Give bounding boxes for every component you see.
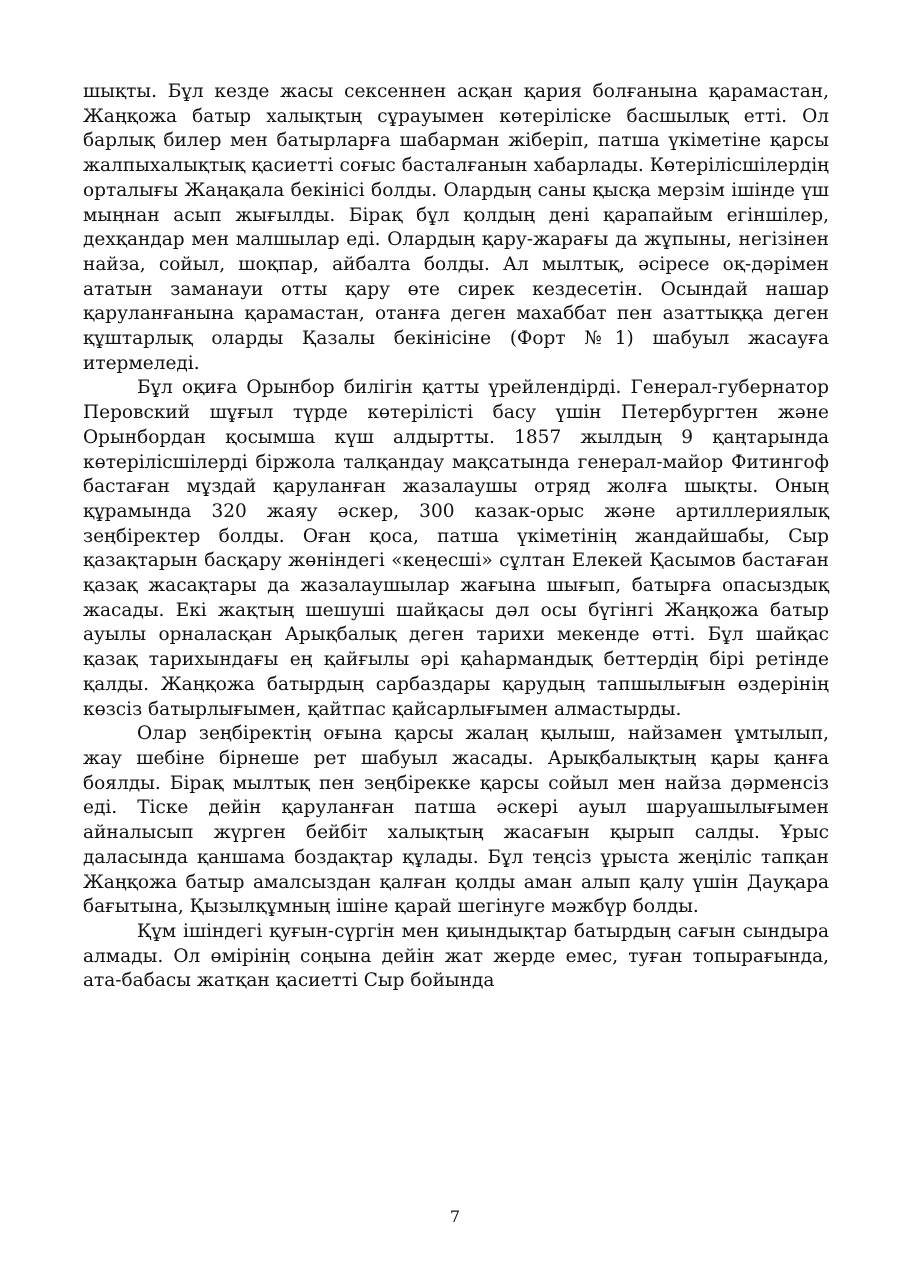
paragraph-3: Олар зеңбіректің оғына қарсы жалаң қылыш, найзамен ұмтылып, жау шебіне бірнеше рет шабуыл жасады. Арықбалықтың қары қанға боялды. Бірақ мылтық пен зеңбірекке қарсы сойыл мен найза дәрменсіз еді. Тіске дейін қаруланған патша әскері ауыл шаруашылығымен айналысып жүрген бейбіт халықтың жасағын қырып салды. Ұрыс даласында қаншама боздақтар құлады. Бұл теңсіз ұрыста жеңіліс тапқан Жаңқожа батыр амалсыздан қалған қолды аман алып қалу үшін Дауқара бағытына, Қызылқұмның ішіне қарай шегінуге мәжбүр болды. xyxy=(83,723,829,918)
paragraph-1: шықты. Бұл кезде жасы сексеннен асқан қария болғанына қарамастан, Жаңқожа батыр халықтың сұрауымен көтеріліске басшылық етті. Ол барлық билер мен батырларға шабарман жіберіп, патша үкіметіне қарсы жалпыхалықтық қасиетті соғыс басталғанын хабарлады. Көтерілісшілердің орталығы Жаңақала бекінісі болды. Олардың саны қысқа мерзім ішінде үш мыңнан асып жығылды. Бірақ бұл қолдың дені қарапайым егіншілер, дехқандар мен малшылар еді. Олардың қару-жарағы да жұпыны, негізінен найза, сойыл, шоқпар, айбалта болды. Ал мылтық, әсіресе оқ-дәрімен ататын заманауи отты қару өте сирек кездесетін. Осындай нашар қаруланғанына қарамастан, отанға деген махаббат пен азаттыққа деген құштарлық оларды Қазалы бекінісіне (Форт №1) шабуыл жасауға итермеледі. xyxy=(83,81,829,374)
page-number: 7 xyxy=(449,1207,461,1226)
paragraph-2: Бұл оқиға Орынбор билігін қатты үрейлендірді. Генерал-губернатор Перовский шұғыл түрде көтерілісті басу үшін Петербургтен және Орынбордан қосымша күш алдыртты. 1857 жылдың 9 қаңтарында көтерілісшілерді біржола талқандау мақсатында генерал-майор Фитингоф бастаған мұздай қаруланған жазалаушы отряд жолға шықты. Оның құрамында 320 жаяу әскер, 300 казак-орыс және артиллериялық зеңбіректер болды. Оған қоса, патша үкіметінің жандайшабы, Сыр қазақтарын басқару жөніндегі «кеңесші» сұлтан Елекей Қасымов бастаған қазақ жасақтары да жазалаушылар жағына шығып, батырға опасыздық жасады. Екі жақтың шешуші шайқасы дәл осы бүгінгі Жаңқожа батыр ауылы орналасқан Арықбалық деген тарихи мекенде өтті. Бұл шайқас қазақ тарихындағы ең қайғылы әрі қаһармандық беттердің бірі ретінде қалды. Жаңқожа батырдың сарбаздары қарудың тапшылығын өздерінің көзсіз батырлығымен, қайтпас қайсарлығымен алмастырды. xyxy=(83,377,829,720)
paragraph-4: Құм ішіндегі қуғын-сүргін мен қиындықтар батырдың сағын сындыра алмады. Ол өмірінің соңына дейін жат жерде емес, туған топырағында, ата-бабасы жатқан қасиетті Сыр бойында xyxy=(83,920,829,992)
body-text xyxy=(83,80,829,994)
